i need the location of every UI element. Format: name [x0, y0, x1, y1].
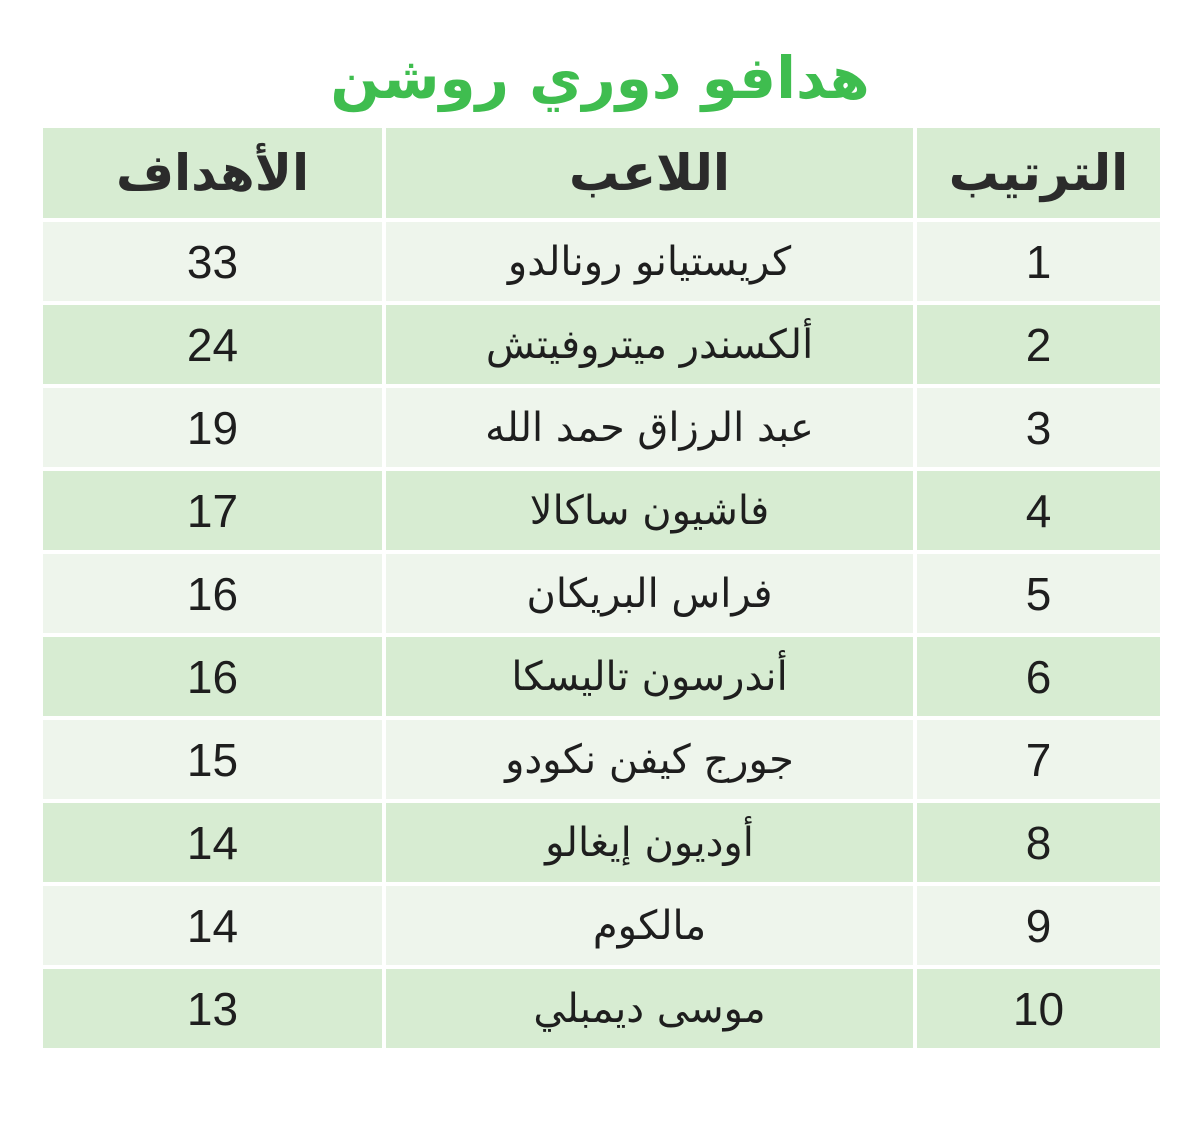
player-cell: ألكسندر ميتروفيتش	[386, 305, 913, 384]
table-row	[43, 720, 1160, 799]
table-header-row	[43, 128, 1160, 218]
table-row	[43, 554, 1160, 633]
player-cell: موسى ديمبلي	[386, 969, 913, 1048]
goals-cell: 24	[43, 305, 382, 384]
player-cell: جورج كيفن نكودو	[386, 720, 913, 799]
rank-cell: 9	[917, 886, 1160, 965]
goals-cell: 13	[43, 969, 382, 1048]
goals-cell: 33	[43, 222, 382, 301]
player-cell: كريستيانو رونالدو	[386, 222, 913, 301]
goals-cell: 15	[43, 720, 382, 799]
player-cell: عبد الرزاق حمد الله	[386, 388, 913, 467]
goals-cell: 14	[43, 886, 382, 965]
rank-cell: 3	[917, 388, 1160, 467]
rank-cell: 2	[917, 305, 1160, 384]
player-cell: أوديون إيغالو	[386, 803, 913, 882]
rank-cell: 5	[917, 554, 1160, 633]
table-row	[43, 969, 1160, 1048]
header-player: اللاعب	[386, 128, 913, 218]
goals-cell: 19	[43, 388, 382, 467]
table-row	[43, 305, 1160, 384]
player-cell: فاشيون ساكالا	[386, 471, 913, 550]
player-cell: أندرسون تاليسكا	[386, 637, 913, 716]
table-row	[43, 886, 1160, 965]
header-rank: الترتيب	[917, 128, 1160, 218]
table-row	[43, 637, 1160, 716]
rank-cell: 10	[917, 969, 1160, 1048]
rank-cell: 6	[917, 637, 1160, 716]
table-row	[43, 222, 1160, 301]
goals-cell: 16	[43, 637, 382, 716]
table-row	[43, 388, 1160, 467]
rank-cell: 7	[917, 720, 1160, 799]
rank-cell: 4	[917, 471, 1160, 550]
goals-cell: 16	[43, 554, 382, 633]
player-cell: فراس البريكان	[386, 554, 913, 633]
player-cell: مالكوم	[386, 886, 913, 965]
header-goals: الأهداف	[43, 128, 382, 218]
table-row	[43, 471, 1160, 550]
goals-cell: 14	[43, 803, 382, 882]
rank-cell: 1	[917, 222, 1160, 301]
rank-cell: 8	[917, 803, 1160, 882]
table-row	[43, 803, 1160, 882]
scorers-table	[43, 128, 1160, 1048]
goals-cell: 17	[43, 471, 382, 550]
page-title: هدافو دوري روشن	[330, 44, 870, 112]
